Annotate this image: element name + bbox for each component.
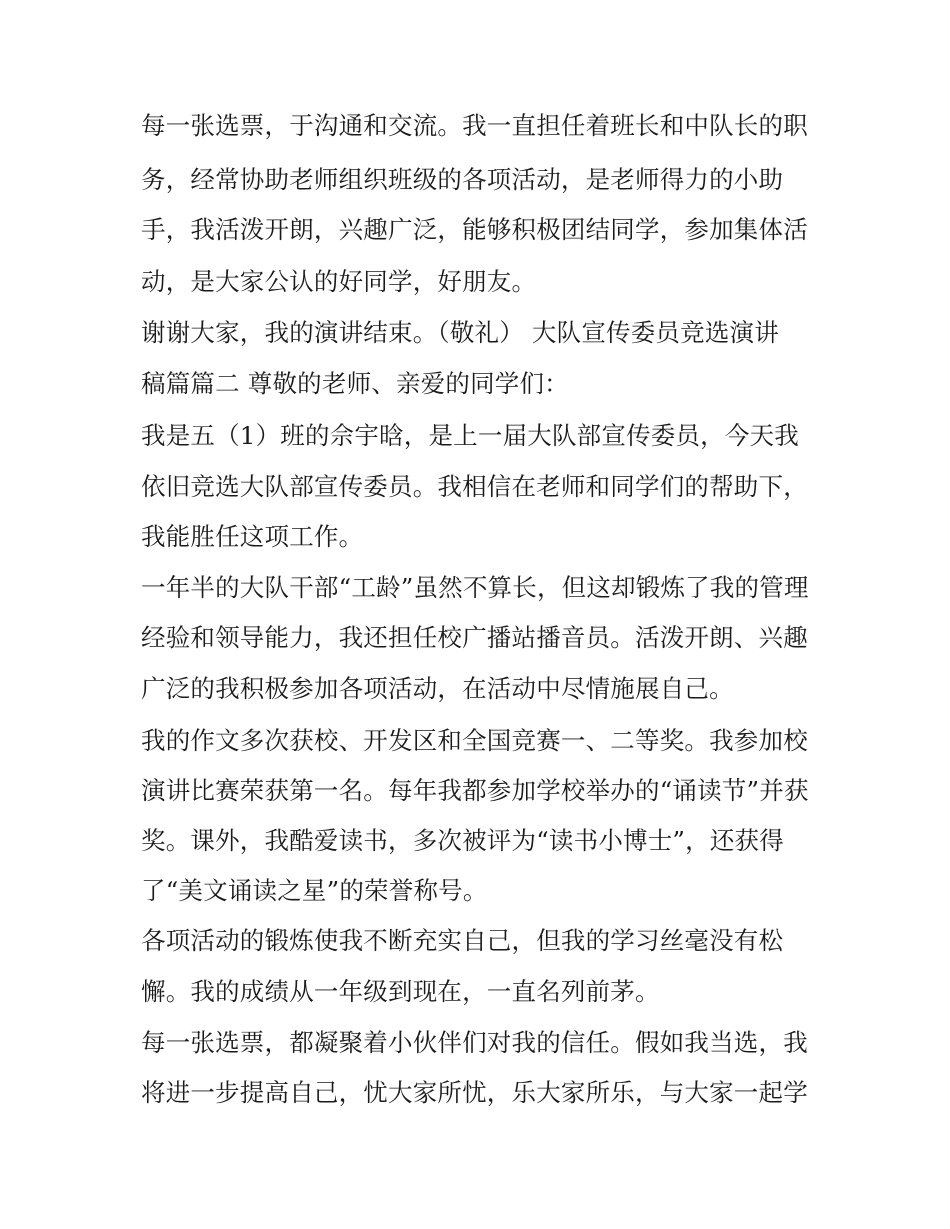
text-line: 一年半的大队干部“工龄”虽然不算长，但这却锻炼了我的管理 (141, 573, 809, 602)
text-line: 将进一步提高自己，忧大家所忧，乐大家所乐，与大家一起学 (141, 1078, 808, 1107)
text-line: 我是五（1）班的佘宇晗，是上一届大队部宣传委员，今天我 (141, 421, 799, 450)
text-line: 经验和领导能力，我还担任校广播站播音员。活泼开朗、兴趣 (141, 623, 808, 652)
text-line: 了“美文诵读之星”的荣誉称号。 (141, 876, 488, 905)
text-line: 稿篇篇二 尊敬的老师、亲爱的同学们： (141, 369, 569, 398)
text-line: 奖。课外，我酷爱读书，多次被评为“读书小博士”，还获得 (141, 826, 784, 855)
text-line: 务，经常协助老师组织班级的各项活动，是老师得力的小助 (141, 165, 784, 194)
text-line: 我的作文多次获校、开发区和全国竞赛一、二等奖。我参加校 (141, 726, 808, 755)
text-line: 谢谢大家，我的演讲结束。（敬礼） 大队宣传委员竞选演讲 (141, 318, 779, 347)
text-line: 我能胜任这项工作。 (141, 522, 364, 551)
text-line: 依旧竞选大队部宣传委员。我相信在老师和同学们的帮助下， (141, 472, 808, 501)
text-line: 每一张选票，都凝聚着小伙伴们对我的信任。假如我当选，我 (141, 1028, 808, 1057)
text-line: 演讲比赛荣获第一名。每年我都参加学校举办的“诵读节”并获 (141, 776, 809, 805)
text-line: 动，是大家公认的好同学，好朋友。 (141, 267, 537, 296)
text-line: 每一张选票，于沟通和交流。我一直担任着班长和中队长的职 (141, 111, 808, 140)
text-line: 各项活动的锻炼使我不断充实自己，但我的学习丝毫没有松 (141, 926, 784, 955)
text-line: 广泛的我积极参加各项活动，在活动中尽情施展自己。 (141, 674, 734, 703)
text-line: 懈。我的成绩从一年级到现在，一直名列前茅。 (141, 977, 660, 1006)
text-line: 手，我活泼开朗，兴趣广泛，能够积极团结同学，参加集体活 (141, 215, 808, 244)
